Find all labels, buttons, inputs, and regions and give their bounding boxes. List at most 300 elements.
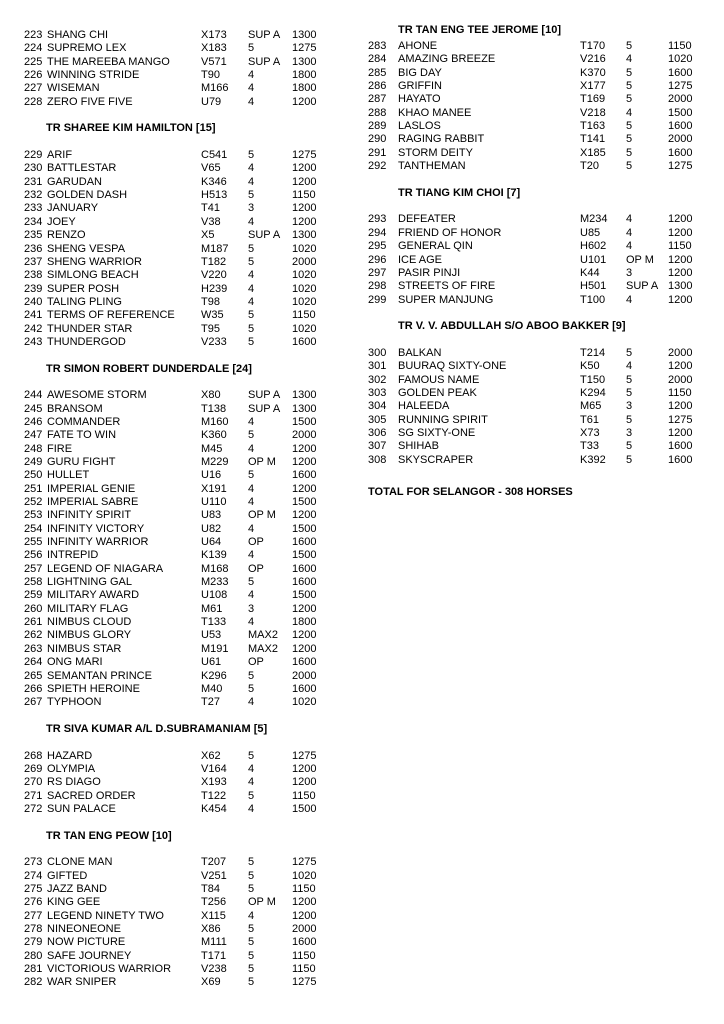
- horse-rating: 1200: [292, 509, 317, 522]
- horse-number: 237: [24, 255, 43, 268]
- horse-code: M40: [201, 682, 223, 695]
- horse-row: [24, 696, 324, 709]
- horse-rating: 2000: [292, 669, 317, 682]
- horse-row: [368, 387, 698, 400]
- horse-code: T95: [201, 322, 220, 335]
- horse-row: [24, 162, 324, 175]
- horse-rating: 1200: [292, 482, 317, 495]
- horse-number: 228: [24, 95, 43, 108]
- left-column: [24, 29, 324, 990]
- horse-row: [24, 456, 324, 469]
- horse-name: ARIF: [47, 149, 73, 162]
- horse-rating: 1600: [292, 936, 317, 949]
- horse-name: ZERO FIVE FIVE: [47, 95, 133, 108]
- horse-rating: 1800: [292, 82, 317, 95]
- spacer: [24, 816, 324, 829]
- horse-number: 225: [24, 55, 43, 68]
- horse-rating: 2000: [668, 346, 693, 359]
- horse-grade: 5: [248, 869, 255, 882]
- horse-row: [24, 763, 324, 776]
- horse-row: [24, 750, 324, 763]
- horse-grade: 4: [248, 522, 255, 535]
- horse-grade: OP: [248, 562, 264, 575]
- horse-row: [24, 923, 324, 936]
- horse-rating: 1020: [292, 269, 317, 282]
- horse-grade: 3: [626, 266, 633, 279]
- horse-rating: 1500: [292, 415, 317, 428]
- horse-row: [368, 440, 698, 453]
- horse-number: 240: [24, 295, 43, 308]
- horse-number: 263: [24, 642, 43, 655]
- horse-row: [24, 896, 324, 909]
- horse-row: [24, 189, 324, 202]
- trainer-header: TR TIANG KIM CHOI [7]: [398, 186, 521, 199]
- horse-row: [24, 336, 324, 349]
- horse-number: 238: [24, 269, 43, 282]
- horse-row: [24, 589, 324, 602]
- horse-name: INFINITY WARRIOR: [47, 536, 149, 549]
- horse-row: [368, 120, 698, 133]
- horse-code: X177: [580, 80, 606, 93]
- horse-rating: 1800: [292, 69, 317, 82]
- horse-number: 300: [368, 346, 387, 359]
- horse-row: [24, 523, 324, 536]
- horse-rating: 1200: [292, 629, 317, 642]
- horse-row: [24, 283, 324, 296]
- horse-rating: 1200: [292, 776, 317, 789]
- horse-name: AHONE: [398, 40, 438, 52]
- spacer: [24, 376, 324, 389]
- horse-code: T84: [201, 883, 220, 895]
- horse-grade: 5: [626, 80, 633, 93]
- horse-row: [368, 427, 698, 440]
- horse-row: [368, 53, 698, 66]
- horse-number: 277: [24, 909, 43, 922]
- horse-grade: 4: [248, 696, 255, 709]
- horse-row: [24, 563, 324, 576]
- horse-code: V65: [201, 162, 221, 175]
- horse-name: THE MAREEBA MANGO: [47, 55, 170, 68]
- horse-row: [24, 389, 324, 402]
- horse-name: ONG MARI: [47, 656, 103, 669]
- trainer-header: TR TAN ENG TEE JEROME [10]: [398, 24, 561, 36]
- horse-name: MILITARY FLAG: [47, 602, 129, 615]
- horse-name: SUPREMO LEX: [47, 42, 127, 55]
- spacer: [368, 467, 698, 480]
- horse-number: 254: [24, 522, 43, 535]
- horse-rating: 1300: [292, 55, 317, 68]
- horse-name: FAMOUS NAME: [398, 373, 480, 386]
- horse-grade: MAX2: [248, 642, 278, 655]
- horse-grade: OP M: [248, 509, 276, 522]
- horse-row: [24, 509, 324, 522]
- horse-rating: 1600: [668, 66, 693, 79]
- horse-number: 286: [368, 80, 387, 93]
- horse-code: X185: [580, 146, 606, 159]
- horse-code: V238: [201, 963, 227, 976]
- horse-code: K50: [580, 360, 600, 373]
- horse-number: 303: [368, 386, 387, 399]
- horse-rating: 1020: [292, 282, 317, 295]
- horse-row: [368, 400, 698, 413]
- horse-code: T207: [201, 856, 227, 869]
- horse-code: V233: [201, 335, 227, 348]
- horse-name: LASLOS: [398, 120, 441, 133]
- horse-name: PASIR PINJI: [398, 266, 461, 279]
- horse-code: V220: [201, 269, 227, 282]
- horse-number: 301: [368, 360, 387, 373]
- horse-grade: 5: [248, 242, 255, 255]
- horse-name: RS DIAGO: [47, 776, 101, 789]
- horse-code: T90: [201, 69, 220, 82]
- horse-rating: 1020: [292, 295, 317, 308]
- spacer: [24, 736, 324, 749]
- horse-number: 256: [24, 549, 43, 562]
- horse-number: 235: [24, 229, 43, 242]
- horse-number: 260: [24, 602, 43, 615]
- horse-name: TERMS OF REFERENCE: [47, 309, 175, 322]
- horse-number: 279: [24, 936, 43, 949]
- horse-row: [368, 147, 698, 160]
- horse-code: X80: [201, 389, 221, 402]
- horse-grade: 4: [248, 95, 255, 108]
- horse-name: FIRE: [47, 442, 73, 455]
- horse-grade: SUP A: [248, 229, 281, 242]
- horse-rating: 1150: [292, 949, 316, 962]
- horse-name: KING GEE: [47, 896, 101, 909]
- horse-name: GOLDEN PEAK: [398, 386, 477, 399]
- horse-grade: 5: [626, 440, 633, 453]
- horse-rating: 1300: [668, 280, 693, 293]
- horse-name: RAGING RABBIT: [398, 133, 485, 146]
- horse-rating: 1600: [668, 453, 693, 466]
- horse-number: 258: [24, 576, 43, 589]
- horse-name: SKYSCRAPER: [398, 453, 474, 466]
- horse-grade: 5: [626, 40, 633, 52]
- horse-code: W35: [201, 309, 224, 322]
- horse-rating: 1600: [292, 562, 317, 575]
- horse-name: GURU FIGHT: [47, 456, 116, 468]
- horse-code: X62: [201, 749, 221, 762]
- horse-row: [368, 294, 698, 307]
- horse-rating: 1200: [292, 162, 317, 175]
- horse-rating: 1200: [668, 266, 693, 279]
- horse-grade: 4: [248, 802, 255, 815]
- horse-name: SG SIXTY-ONE: [398, 426, 476, 439]
- horse-rating: 1600: [292, 469, 317, 482]
- horse-code: H513: [201, 189, 228, 202]
- horse-number: 284: [368, 53, 387, 66]
- horse-grade: 4: [626, 213, 633, 226]
- horse-name: TALING PLING: [47, 295, 122, 308]
- horse-rating: 1300: [292, 229, 317, 242]
- trainer-header: TR SIMON ROBERT DUNDERDALE [24]: [46, 362, 252, 375]
- horse-rating: 1500: [668, 106, 693, 119]
- horse-rating: 1500: [292, 589, 317, 602]
- horse-row: [24, 683, 324, 696]
- horse-number: 236: [24, 242, 43, 255]
- horse-grade: 5: [248, 576, 255, 589]
- horse-row: [24, 29, 324, 42]
- horse-name: BRANSOM: [47, 402, 103, 415]
- horse-grade: 4: [626, 293, 633, 306]
- horse-rating: 2000: [292, 923, 317, 936]
- horse-name: SHENG VESPA: [47, 242, 126, 255]
- horse-code: T27: [201, 696, 220, 709]
- horse-name: NIMBUS GLORY: [47, 629, 132, 642]
- horse-rating: 1500: [292, 549, 317, 562]
- horse-grade: 4: [626, 53, 633, 66]
- horse-row: [24, 883, 324, 896]
- horse-row: [368, 414, 698, 427]
- horse-number: 264: [24, 656, 43, 669]
- horse-code: K139: [201, 549, 227, 562]
- horse-rating: 1200: [292, 95, 317, 108]
- horse-grade: 4: [248, 909, 255, 922]
- horse-rating: 1150: [292, 189, 316, 202]
- horse-row: [24, 256, 324, 269]
- horse-code: M160: [201, 415, 229, 428]
- horse-name: NIMBUS CLOUD: [47, 616, 132, 629]
- horse-grade: 4: [248, 482, 255, 495]
- horse-row: [368, 254, 698, 267]
- horse-row: [368, 374, 698, 387]
- horse-code: T98: [201, 295, 220, 308]
- horse-row: [24, 656, 324, 669]
- horse-code: T20: [580, 160, 599, 173]
- horse-rating: 2000: [668, 93, 693, 106]
- horse-row: [24, 82, 324, 95]
- horse-row: [24, 309, 324, 322]
- horse-row: [368, 160, 698, 173]
- horse-number: 257: [24, 562, 43, 575]
- horse-number: 244: [24, 389, 43, 402]
- horse-code: V218: [580, 106, 606, 119]
- horse-grade: 5: [248, 856, 255, 869]
- horse-name: SPIETH HEROINE: [47, 682, 140, 695]
- horse-grade: 4: [248, 69, 255, 82]
- horse-name: NINEONEONE: [47, 923, 121, 936]
- horse-name: SACRED ORDER: [47, 789, 136, 802]
- horse-rating: 1200: [292, 202, 317, 215]
- horse-rating: 1200: [292, 896, 317, 909]
- horse-number: 302: [368, 373, 387, 386]
- horse-name: WINNING STRIDE: [47, 69, 140, 82]
- horse-number: 267: [24, 696, 43, 709]
- horse-number: 283: [368, 40, 387, 52]
- horse-name: WAR SNIPER: [47, 976, 117, 989]
- horse-grade: 5: [626, 346, 633, 359]
- horse-code: T163: [580, 120, 606, 133]
- horse-code: T133: [201, 616, 227, 629]
- horse-name: HAZARD: [47, 749, 93, 762]
- horse-rating: 1300: [292, 389, 317, 402]
- horse-code: T150: [580, 373, 606, 386]
- spacer: [24, 843, 324, 856]
- horse-rating: 1600: [668, 440, 693, 453]
- horse-row: [368, 80, 698, 93]
- horse-name: LEGEND NINETY TWO: [47, 909, 164, 922]
- horse-code: T41: [201, 202, 220, 215]
- horse-row: [24, 936, 324, 949]
- horse-grade: SUP A: [626, 280, 659, 293]
- horse-row: [24, 803, 324, 816]
- horse-grade: SUP A: [248, 29, 281, 41]
- horse-number: 243: [24, 335, 43, 348]
- horse-number: 233: [24, 202, 43, 215]
- horse-code: U64: [201, 536, 222, 549]
- horse-name: JOEY: [47, 215, 76, 228]
- horse-code: T33: [580, 440, 599, 453]
- horse-row: [24, 443, 324, 456]
- horse-grade: 4: [248, 175, 255, 188]
- horse-grade: 4: [248, 215, 255, 228]
- spacer: [368, 334, 698, 347]
- spacer: [368, 173, 698, 186]
- total-horses: TOTAL FOR SELANGOR - 308 HORSES: [368, 486, 573, 499]
- horse-code: M168: [201, 562, 229, 575]
- horse-number: 308: [368, 453, 387, 466]
- horse-grade: SUP A: [248, 55, 281, 68]
- horse-code: M61: [201, 602, 223, 615]
- horse-name: INFINITY VICTORY: [47, 522, 145, 535]
- horse-rating: 1500: [292, 802, 317, 815]
- horse-number: 291: [368, 146, 387, 159]
- horse-name: SAFE JOURNEY: [47, 949, 132, 962]
- right-entries: [368, 20, 698, 480]
- horse-rating: 1275: [292, 976, 317, 989]
- horse-grade: 5: [248, 255, 255, 268]
- horse-code: M65: [580, 400, 602, 413]
- spacer: [24, 109, 324, 122]
- horse-name: BALKAN: [398, 346, 442, 359]
- horse-number: 306: [368, 426, 387, 439]
- horse-name: HULLET: [47, 469, 90, 482]
- horse-code: U61: [201, 656, 222, 669]
- horse-code: U53: [201, 629, 222, 642]
- horse-name: BUURAQ SIXTY-ONE: [398, 360, 507, 373]
- horse-rating: 2000: [668, 373, 693, 386]
- spacer: [368, 307, 698, 320]
- horse-name: SUN PALACE: [47, 802, 116, 815]
- horse-row: [24, 616, 324, 629]
- horse-grade: MAX2: [248, 629, 278, 642]
- horse-row: [24, 269, 324, 282]
- horse-code: M166: [201, 82, 229, 95]
- horse-row: [24, 403, 324, 416]
- horse-name: RENZO: [47, 229, 86, 242]
- horse-name: VICTORIOUS WARRIOR: [47, 963, 172, 976]
- horse-code: X69: [201, 976, 221, 989]
- horse-rating: 1200: [292, 909, 317, 922]
- horse-name: RUNNING SPIRIT: [398, 413, 488, 426]
- horse-code: T256: [201, 896, 227, 909]
- horse-rating: 1200: [668, 400, 693, 413]
- horse-grade: 5: [248, 335, 255, 348]
- horse-grade: 4: [248, 616, 255, 629]
- horse-code: X73: [580, 426, 600, 439]
- horse-rating: 1600: [292, 656, 317, 669]
- trainer-header: TR SHAREE KIM HAMILTON [15]: [46, 122, 216, 135]
- horse-row: [24, 483, 324, 496]
- horse-grade: 4: [248, 776, 255, 789]
- horse-rating: 1500: [292, 522, 317, 535]
- horse-grade: 5: [626, 453, 633, 466]
- horse-row: [24, 776, 324, 789]
- horse-grade: SUP A: [248, 402, 281, 415]
- horse-code: U110: [201, 496, 227, 509]
- horse-name: IMPERIAL SABRE: [47, 496, 139, 509]
- horse-code: T214: [580, 346, 606, 359]
- horse-rating: 1600: [668, 146, 693, 159]
- horse-rating: 1150: [668, 240, 692, 253]
- horse-rating: 1800: [292, 616, 317, 629]
- horse-rating: 1600: [292, 682, 317, 695]
- horse-name: CLONE MAN: [47, 856, 113, 869]
- horse-rating: 1600: [292, 335, 317, 348]
- horse-code: T138: [201, 402, 227, 415]
- horse-name: HALEEDA: [398, 400, 450, 413]
- horse-name: BIG DAY: [398, 66, 442, 79]
- horse-row: [24, 549, 324, 562]
- horse-row: [24, 496, 324, 509]
- horse-name: AWESOME STORM: [47, 389, 147, 402]
- spacer: [24, 710, 324, 723]
- horse-rating: 1150: [292, 789, 316, 802]
- horse-rating: 1200: [668, 293, 693, 306]
- horse-grade: 5: [248, 429, 255, 442]
- horse-code: V216: [580, 53, 606, 66]
- horse-number: 227: [24, 82, 43, 95]
- horse-number: 231: [24, 175, 43, 188]
- horse-code: X115: [201, 909, 226, 922]
- horse-grade: 5: [248, 469, 255, 482]
- horse-grade: 5: [626, 133, 633, 146]
- horse-grade: OP M: [626, 253, 654, 266]
- horse-row: [368, 213, 698, 226]
- horse-number: 288: [368, 106, 387, 119]
- horse-code: U79: [201, 95, 222, 108]
- horse-number: 282: [24, 976, 43, 989]
- horse-code: T141: [580, 133, 606, 146]
- spacer: [24, 349, 324, 362]
- horse-name: BATTLESTAR: [47, 162, 117, 175]
- horse-rating: 1200: [668, 253, 693, 266]
- horse-grade: 4: [248, 415, 255, 428]
- horse-code: X191: [201, 482, 227, 495]
- horse-number: 287: [368, 93, 387, 106]
- horse-rating: 1200: [668, 226, 693, 239]
- horse-name: LIGHTNING GAL: [47, 576, 132, 589]
- horse-name: KHAO MANEE: [398, 106, 472, 119]
- horse-grade: 5: [248, 789, 255, 802]
- horse-grade: 3: [248, 602, 255, 615]
- horse-number: 234: [24, 215, 43, 228]
- horse-rating: 1500: [292, 496, 317, 509]
- horse-rating: 1275: [668, 413, 693, 426]
- horse-grade: 5: [626, 373, 633, 386]
- horse-number: 293: [368, 213, 387, 226]
- horse-rating: 1200: [292, 456, 317, 468]
- horse-row: [24, 856, 324, 869]
- horse-code: M229: [201, 456, 229, 468]
- horse-row: [24, 536, 324, 549]
- horse-name: INTREPID: [47, 549, 99, 562]
- horse-rating: 1200: [292, 442, 317, 455]
- horse-row: [368, 107, 698, 120]
- horse-grade: 5: [626, 120, 633, 133]
- horse-number: 269: [24, 762, 43, 775]
